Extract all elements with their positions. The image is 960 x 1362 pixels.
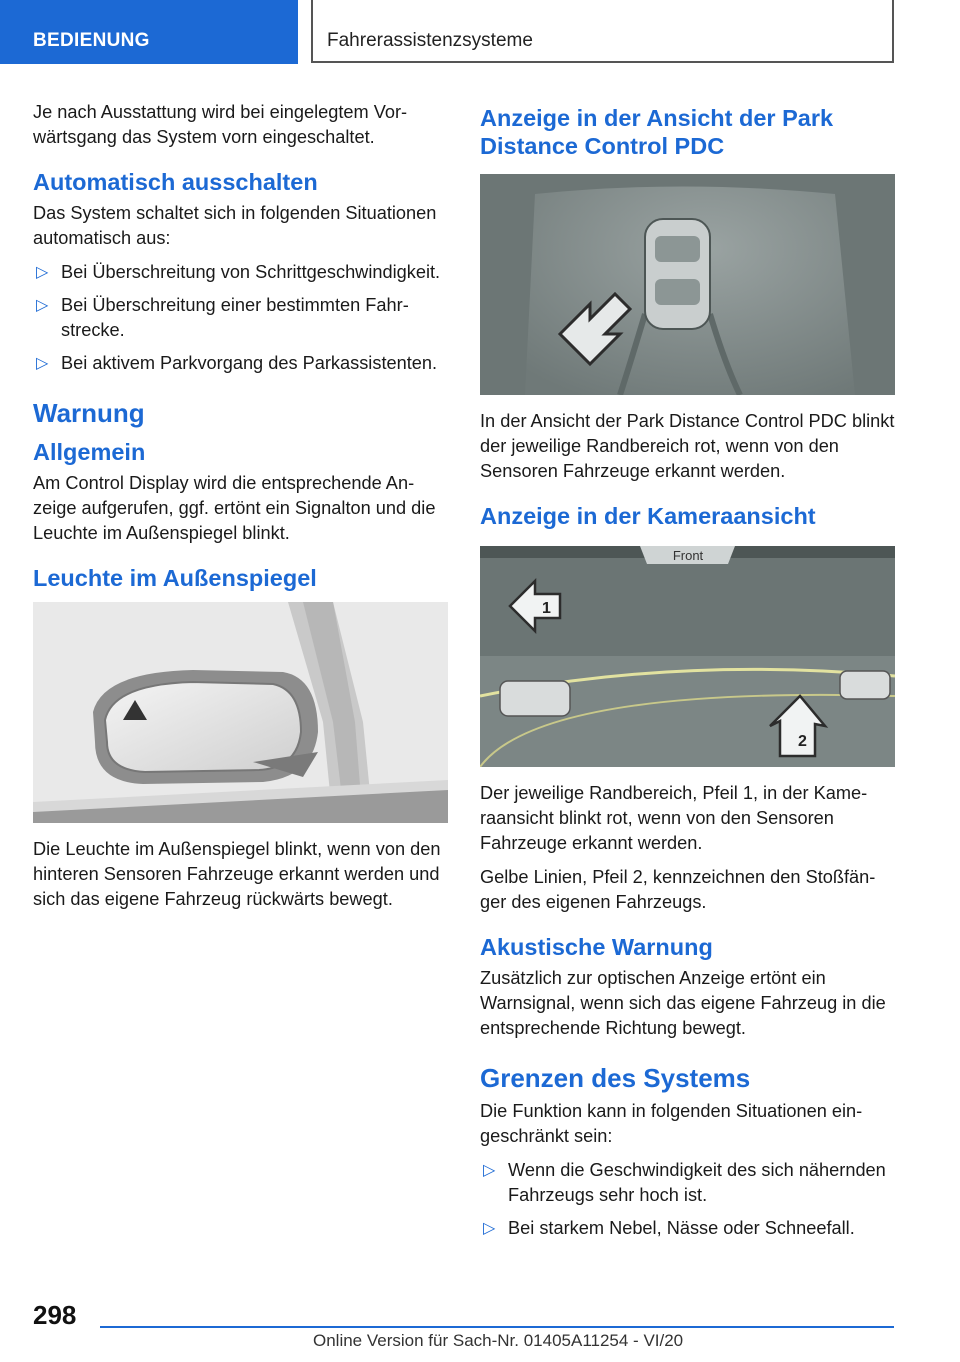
pdc-view-illustration — [480, 174, 895, 395]
heading-system-limits: Grenzen des Systems — [480, 1063, 751, 1093]
triangle-bullet-icon: ▷ — [483, 1220, 496, 1237]
triangle-bullet-icon: ▷ — [36, 297, 49, 314]
auto-off-paragraph: Das System schaltet sich in folgenden Situationen automatisch aus: — [33, 203, 437, 248]
section-label: BEDIENUNG — [33, 30, 150, 51]
heading-auto-off: Automatisch ausschalten — [33, 169, 318, 195]
list-item: ▷ Bei aktivem Parkvorgang des Parkassistenten. — [33, 351, 448, 376]
acoustic-paragraph: Zusätzlich zur optischen Anzeige ertönt ein Warnsignal, wenn sich das eigene Fahrzeug in die entsprechende Richtung bewegt. — [480, 968, 886, 1038]
front-label: Front — [672, 548, 704, 563]
right-column — [480, 104, 895, 1249]
section-tab — [0, 0, 298, 64]
mirror-illustration — [33, 602, 448, 823]
footer-divider — [100, 1326, 894, 1328]
general-paragraph: Am Control Display wird die entsprechende Anzeige aufgerufen, ggf. ertönt ein Signalton und die Leuchte im Außenspiegel blinkt. — [33, 473, 436, 543]
mirror-paragraph: Die Leuchte im Außenspiegel blinkt, wenn von den hinteren Sensoren Fahrzeuge erkannt werden und sich das eigene Fahrzeug rückwärts bewegt. — [33, 839, 441, 909]
left-column — [33, 100, 448, 921]
heading-acoustic-warning: Akustische Warnung — [480, 934, 713, 960]
page-number: 298 — [33, 1300, 77, 1330]
intro-paragraph: Je nach Ausstattung wird bei eingelegtem Vorwärtsgang das System vorn eingeschaltet. — [33, 102, 408, 147]
list-item: ▷ Bei starkem Nebel, Nässe oder Schneefall. — [480, 1216, 895, 1241]
svg-text:2: 2 — [798, 733, 807, 750]
auto-off-list — [33, 260, 448, 376]
limits-list — [480, 1158, 895, 1241]
camera-paragraph-2: Gelbe Linien, Pfeil 2, kennzeichnen den Stoßfänger des eigenen Fahrzeugs. — [480, 867, 876, 912]
list-item: ▷ Bei Überschreitung von Schrittgeschwindigkeit. — [33, 260, 448, 285]
limits-paragraph: Die Funktion kann in folgenden Situationen eingeschränkt sein: — [480, 1101, 863, 1146]
list-item: ▷ Bei Überschreitung einer bestimmten Fahrstrecke. — [36, 295, 409, 340]
triangle-bullet-icon: ▷ — [36, 355, 49, 372]
pdc-paragraph: In der Ansicht der Park Distance Control PDC blinkt der jeweilige Randbereich rot, wenn von den Sensoren Fahrzeuge erkannt werden. — [480, 411, 895, 481]
camera-view-illustration — [480, 546, 895, 767]
chapter-label: Fahrerassistenzsysteme — [327, 30, 533, 51]
heading-warning: Warnung — [33, 398, 145, 428]
triangle-bullet-icon: ▷ — [36, 264, 49, 281]
heading-general: Allgemein — [33, 439, 146, 465]
heading-pdc-view: Anzeige in der Ansicht der Park Distance Control PDC — [480, 105, 834, 159]
footer-version: Online Version für Sach-Nr. 01405A11254 - VI/20 — [313, 1331, 684, 1350]
camera-paragraph-1: Der jeweilige Randbereich, Pfeil 1, in der Kameraansicht blinkt rot, wenn von den Sensoren Fahrzeuge erkannt werden. — [480, 783, 868, 853]
list-item: ▷ Wenn die Geschwindigkeit des sich nähernden Fahrzeugs sehr hoch ist. — [483, 1160, 886, 1205]
svg-text:1: 1 — [542, 600, 551, 617]
triangle-bullet-icon: ▷ — [483, 1162, 496, 1179]
chapter-header — [311, 0, 894, 63]
heading-mirror-light: Leuchte im Außenspiegel — [33, 565, 317, 591]
heading-camera-view: Anzeige in der Kameraansicht — [480, 503, 816, 529]
